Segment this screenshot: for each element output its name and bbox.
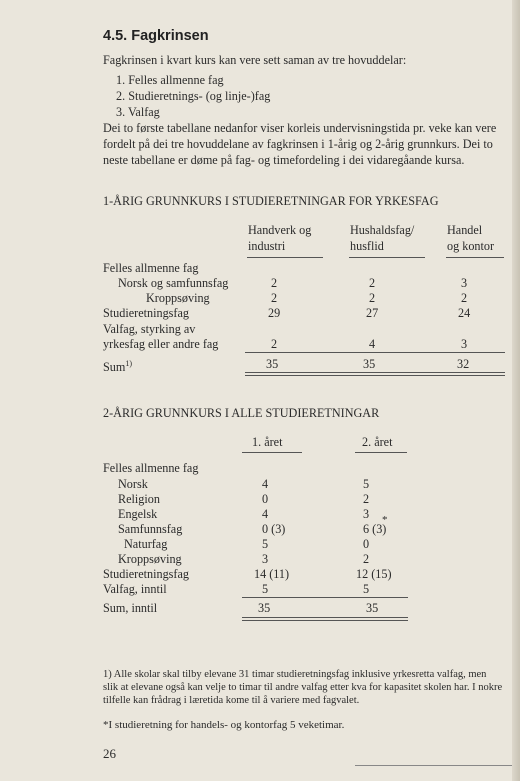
table-cell: 29 <box>268 306 281 320</box>
table1-col-header: Hushaldsfag/ husflid <box>350 223 415 253</box>
table-cell: 35 <box>266 357 279 371</box>
section-title: 4.5. Fagkrinsen <box>103 28 209 44</box>
table-row-label: yrkesfag eller andre fag <box>103 337 219 351</box>
page-number: 26 <box>103 746 116 761</box>
table-row-label: Sum$^{1)}$ <box>103 359 133 375</box>
table2-title: 2-ÅRIG GRUNNKURS I ALLE STUDIERETNINGAR <box>103 406 380 420</box>
table-row-label: Kroppsøving <box>118 552 182 566</box>
table2-col-header: 1. året <box>252 435 283 449</box>
table2-col-header: 2. året <box>362 435 393 449</box>
main-parts-list <box>116 72 270 120</box>
table-cell: 0 (3) <box>262 522 286 536</box>
table-cell: 0 <box>363 537 370 551</box>
table1-total-rule <box>245 375 505 376</box>
table-cell: 5 <box>262 582 269 596</box>
table-cell: 3 <box>262 552 269 566</box>
bottom-rule <box>355 765 520 766</box>
table-cell: 2 <box>369 291 376 305</box>
table-cell: 35 <box>258 601 271 615</box>
table-cell: 5 <box>262 537 269 551</box>
table-cell: 0 <box>262 492 269 506</box>
table-cell: 5 <box>363 582 370 596</box>
table-cell: 12 (15) <box>356 567 392 581</box>
table-row-label: Valfag, inntil <box>103 582 167 596</box>
table-cell: 2 <box>271 337 278 351</box>
list-item: 1. Felles allmenne fag <box>116 73 224 87</box>
table-row-label: Norsk og samfunnsfag <box>118 276 229 290</box>
table-cell: 6 (3) <box>363 522 387 536</box>
table2-header-rule <box>242 452 302 453</box>
table-cell: 3 <box>461 276 468 290</box>
table-cell: 5 <box>363 477 370 491</box>
table-cell: 14 (11) <box>254 567 290 581</box>
table-cell: 35 <box>366 601 379 615</box>
table-row-label: Naturfag <box>124 537 168 551</box>
list-item: 2. Studieretnings- (og linje-)fag <box>116 89 271 103</box>
table-row-label: Norsk <box>118 477 148 491</box>
table-row-label: Samfunnsfag <box>118 522 183 536</box>
table1-header-rule <box>247 257 323 258</box>
table2-header-rule <box>355 452 407 453</box>
table-cell: 32 <box>457 357 470 371</box>
table1-total-rule <box>245 372 505 373</box>
table2-sum-rule <box>242 597 408 598</box>
table1-title: 1-ÅRIG GRUNNKURS I STUDIERETNINGAR FOR YRKESFAG <box>103 194 439 208</box>
table1-group-label: Felles allmenne fag <box>103 261 199 275</box>
table-cell: 3 <box>461 337 468 351</box>
table2-total-rule <box>242 620 408 621</box>
table2-group-label: Felles allmenne fag <box>103 461 199 475</box>
table-cell: 35 <box>363 357 376 371</box>
table-row-label: Engelsk <box>118 507 158 521</box>
table-cell: 2 <box>271 276 278 290</box>
body-paragraph: Dei to første tabellane nedanfor viser korleis undervisningstida pr. veke kan vere fordelt på dei tre hovuddelane av fagkrinsen i 1-årig og 2-årig grunnkurs. Dei to neste tabellane er døme på fag- og timefordeling i dei vidaregåande kursa. <box>103 121 497 167</box>
table-row-label: Studieretningsfag <box>103 567 189 581</box>
table-cell: 4 <box>262 477 269 491</box>
table-cell: 2 <box>461 291 468 305</box>
table1-col-header: Handel og kontor <box>447 223 495 253</box>
table-cell: 24 <box>458 306 471 320</box>
table1-header-rule <box>349 257 425 258</box>
footnote-1: 1) Alle skolar skal tilby elevane 31 timar studieretningsfag inklusive yrkesretta valfag, men slik at elevane også kan velje to timar til andre valfag etter kva for kapasitet skolen har. I nokre tilfelle kan frådrag i læretida kome til å variere med fagvalet. <box>103 669 503 706</box>
table-cell: 2 <box>271 291 278 305</box>
table1-header-rule <box>446 257 504 258</box>
table-cell: 4 <box>369 337 376 351</box>
list-item: 3. Valfag <box>116 105 160 119</box>
table-cell: 3 <box>363 507 370 521</box>
table-cell: 2 <box>369 276 376 290</box>
asterisk-mark: * <box>382 514 388 526</box>
table-cell: 4 <box>262 507 269 521</box>
table-cell: 2 <box>363 492 370 506</box>
table-row-label: Studieretningsfag <box>103 306 189 320</box>
table-row-label: Kroppsøving <box>146 291 210 305</box>
table-row-label: Religion <box>118 492 160 506</box>
intro-text: Fagkrinsen i kvart kurs kan vere sett saman av tre hovuddelar: <box>103 53 407 67</box>
footnote-2: *I studieretning for handels- og kontorfag 5 veketimar. <box>103 719 345 731</box>
table-row-label: Valfag, styrking av <box>103 322 196 336</box>
table2-total-rule <box>242 617 408 618</box>
table-row-label: Sum, inntil <box>103 601 158 615</box>
table1-col-header: Handverk og industri <box>248 223 312 253</box>
table-cell: 2 <box>363 552 370 566</box>
table-cell: 27 <box>366 306 379 320</box>
page-edge <box>512 0 520 781</box>
table1-sum-rule <box>245 352 505 353</box>
